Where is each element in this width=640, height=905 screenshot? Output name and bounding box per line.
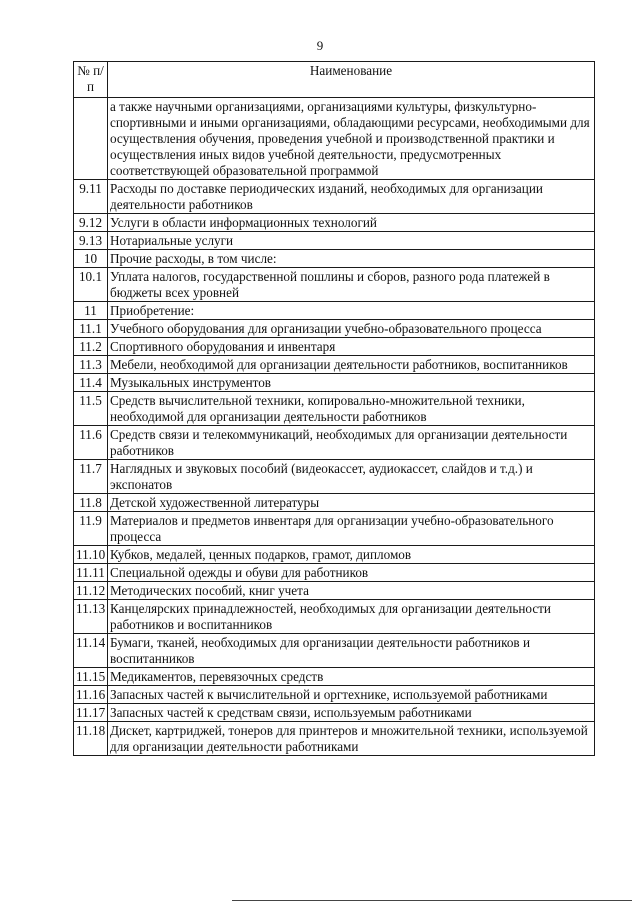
row-name: Дискет, картриджей, тонеров для принтеров и множительной техники, используемой для организации деятельности работниками [108, 722, 595, 756]
table-row [74, 600, 595, 634]
table-row [74, 214, 595, 232]
row-name: Запасных частей к средствам связи, используемым работниками [108, 704, 595, 722]
table-row [74, 546, 595, 564]
table-row [74, 392, 595, 426]
row-name: Расходы по доставке периодических изданий, необходимых для организации деятельности работников [108, 180, 595, 214]
row-number: 11.9 [74, 512, 108, 546]
row-number: 11.8 [74, 494, 108, 512]
row-name: Наглядных и звуковых пособий (видеокассет, аудиокассет, слайдов и т.д.) и экспонатов [108, 460, 595, 494]
row-number: 11.3 [74, 356, 108, 374]
row-name: Кубков, медалей, ценных подарков, грамот, дипломов [108, 546, 595, 564]
row-name: Бумаги, тканей, необходимых для организации деятельности работников и воспитанников [108, 634, 595, 668]
table-row [74, 704, 595, 722]
row-name: Уплата налогов, государственной пошлины и сборов, разного рода платежей в бюджеты всех уровней [108, 268, 595, 302]
row-name: Специальной одежды и обуви для работников [108, 564, 595, 582]
table-row [74, 98, 595, 180]
row-name: Музыкальных инструментов [108, 374, 595, 392]
row-number: 11.7 [74, 460, 108, 494]
row-number: 11.14 [74, 634, 108, 668]
row-number: 11 [74, 302, 108, 320]
row-name: Учебного оборудования для организации учебно-образовательного процесса [108, 320, 595, 338]
table-row [74, 686, 595, 704]
row-name: Нотариальные услуги [108, 232, 595, 250]
row-name: Прочие расходы, в том числе: [108, 250, 595, 268]
table-row [74, 338, 595, 356]
row-name: Канцелярских принадлежностей, необходимых для организации деятельности работников и воспитанников [108, 600, 595, 634]
row-name: Мебели, необходимой для организации деятельности работников, воспитанников [108, 356, 595, 374]
table-row [74, 512, 595, 546]
bottom-rule [232, 900, 632, 901]
row-number: 11.15 [74, 668, 108, 686]
table-row [74, 634, 595, 668]
table-row [74, 374, 595, 392]
row-number: 11.16 [74, 686, 108, 704]
row-number: 11.6 [74, 426, 108, 460]
row-number: 11.4 [74, 374, 108, 392]
table-row [74, 356, 595, 374]
header-name: Наименование [108, 62, 595, 98]
table-row [74, 426, 595, 460]
header-number: № п/п [74, 62, 108, 98]
row-name: Средств связи и телекоммуникаций, необходимых для организации деятельности работников [108, 426, 595, 460]
row-name: а также научными организациями, организациями культуры, физкультурно-спортивными и иными организациями, обладающими ресурсами, необходимыми для осуществления обучения, проведения учебной и производственной практики и осуществления иных видов учебной деятельности, предусмотренных соответствующей образовательной программой [108, 98, 595, 180]
row-name: Медикаментов, перевязочных средств [108, 668, 595, 686]
table-row [74, 722, 595, 756]
row-number: 9.13 [74, 232, 108, 250]
table-row [74, 494, 595, 512]
row-number: 11.2 [74, 338, 108, 356]
row-name: Методических пособий, книг учета [108, 582, 595, 600]
table-row [74, 564, 595, 582]
table-row [74, 268, 595, 302]
row-number: 9.12 [74, 214, 108, 232]
row-name: Спортивного оборудования и инвентаря [108, 338, 595, 356]
row-number: 11.10 [74, 546, 108, 564]
row-name: Материалов и предметов инвентаря для организации учебно-образовательного процесса [108, 512, 595, 546]
row-number: 11.12 [74, 582, 108, 600]
row-number: 11.18 [74, 722, 108, 756]
row-name: Детской художественной литературы [108, 494, 595, 512]
row-number: 11.13 [74, 600, 108, 634]
row-number: 11.5 [74, 392, 108, 426]
row-number [74, 98, 108, 180]
table-header-row [74, 62, 595, 98]
row-name: Запасных частей к вычислительной и оргтехнике, используемой работниками [108, 686, 595, 704]
table-row [74, 250, 595, 268]
row-name: Услуги в области информационных технологий [108, 214, 595, 232]
table-body [74, 98, 595, 756]
row-name: Средств вычислительной техники, копировально-множительной техники, необходимой для организации деятельности работников [108, 392, 595, 426]
table-row [74, 180, 595, 214]
row-name: Приобретение: [108, 302, 595, 320]
table-row [74, 582, 595, 600]
row-number: 11.17 [74, 704, 108, 722]
expenses-table [73, 61, 595, 756]
table-row [74, 668, 595, 686]
table-row [74, 460, 595, 494]
page-number: 9 [316, 38, 324, 53]
table-row [74, 232, 595, 250]
table-row [74, 302, 595, 320]
row-number: 10.1 [74, 268, 108, 302]
row-number: 9.11 [74, 180, 108, 214]
row-number: 11.11 [74, 564, 108, 582]
row-number: 10 [74, 250, 108, 268]
table-row [74, 320, 595, 338]
row-number: 11.1 [74, 320, 108, 338]
